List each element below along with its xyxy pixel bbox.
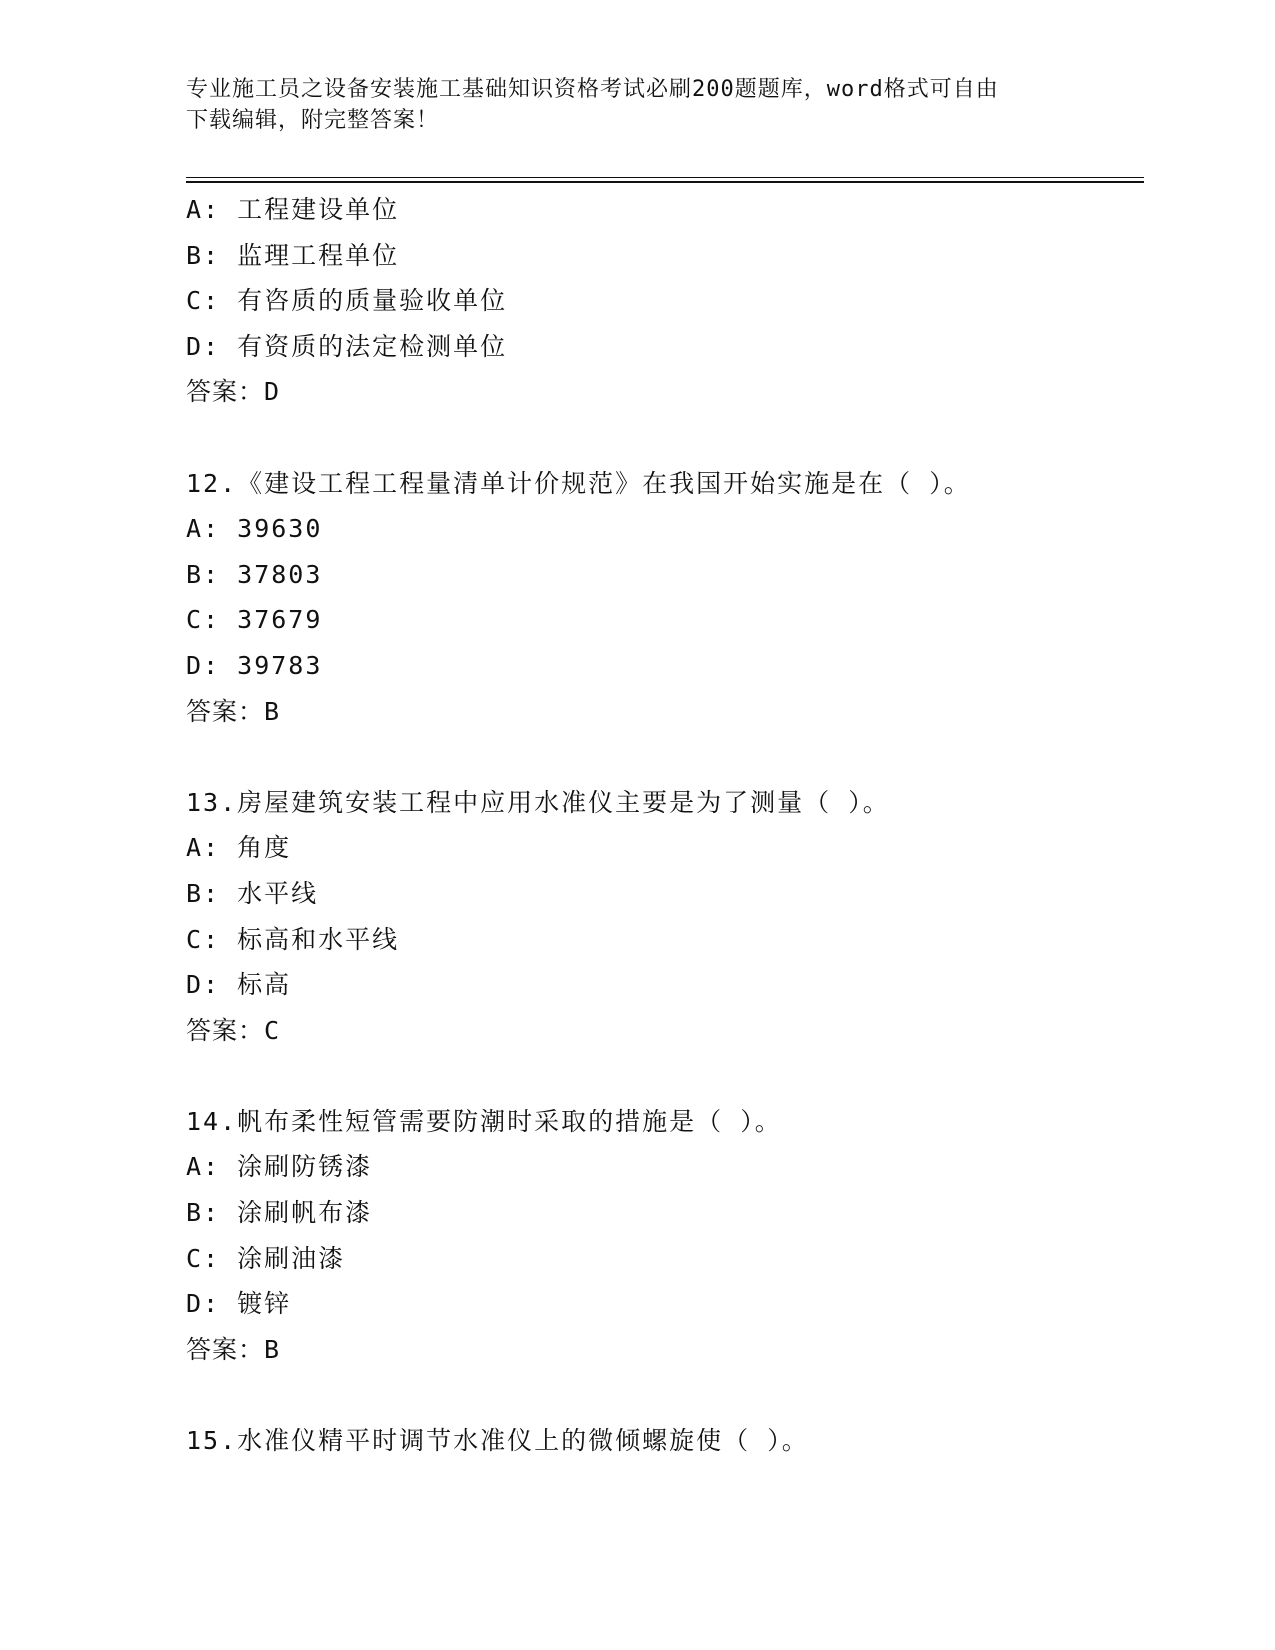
question-12 xyxy=(186,461,1144,735)
spacer xyxy=(186,1053,1144,1099)
option-b: B: 37803 xyxy=(186,559,323,589)
question-text: 12.《建设工程工程量清单计价规范》在我国开始实施是在（ ）。 xyxy=(186,468,971,498)
option-d: D: 有资质的法定检测单位 xyxy=(186,331,508,361)
question-list xyxy=(186,187,1144,1464)
option-c: C: 有咨质的质量验收单位 xyxy=(186,286,508,316)
question-15 xyxy=(186,1418,1144,1464)
option-a: A: 工程建设单位 xyxy=(186,195,400,224)
answer-line: 答案：B xyxy=(186,1334,281,1364)
option-d: D: 39783 xyxy=(186,650,323,680)
option-b: B: 监理工程单位 xyxy=(186,240,400,270)
question-11 xyxy=(186,187,1144,415)
option-b: B: 水平线 xyxy=(186,878,319,908)
option-c: C: 37679 xyxy=(186,605,323,635)
header-divider-thin xyxy=(186,177,1144,178)
question-text: 13.房屋建筑安装工程中应用水准仪主要是为了测量（ ）。 xyxy=(186,787,890,817)
question-text: 15.水准仪精平时调节水准仪上的微倾螺旋使（ ）。 xyxy=(186,1426,809,1456)
option-d: D: 镀锌 xyxy=(186,1289,292,1319)
question-13 xyxy=(186,780,1144,1054)
question-14 xyxy=(186,1099,1144,1373)
option-b: B: 涂刷帆布漆 xyxy=(186,1198,373,1228)
header-title-line-1: 专业施工员之设备安装施工基础知识资格考试必刷200题题库，word格式可自由 xyxy=(186,77,999,102)
spacer xyxy=(186,415,1144,461)
document-header xyxy=(186,74,1086,136)
option-c: C: 涂刷油漆 xyxy=(186,1243,346,1273)
option-a: A: 涂刷防锈漆 xyxy=(186,1152,373,1182)
answer-line: 答案：D xyxy=(186,377,281,407)
option-a: A: 角度 xyxy=(186,833,292,863)
spacer xyxy=(186,1372,1144,1418)
question-text: 14.帆布柔性短管需要防潮时采取的措施是（ ）。 xyxy=(186,1106,782,1136)
option-d: D: 标高 xyxy=(186,970,292,1000)
option-c: C: 标高和水平线 xyxy=(186,924,400,954)
header-title-line-2: 下载编辑，附完整答案！ xyxy=(186,108,440,133)
answer-line: 答案：C xyxy=(186,1015,281,1045)
spacer xyxy=(186,734,1144,780)
answer-line: 答案：B xyxy=(186,696,281,726)
option-a: A: 39630 xyxy=(186,514,323,544)
header-divider-thick xyxy=(186,181,1144,183)
